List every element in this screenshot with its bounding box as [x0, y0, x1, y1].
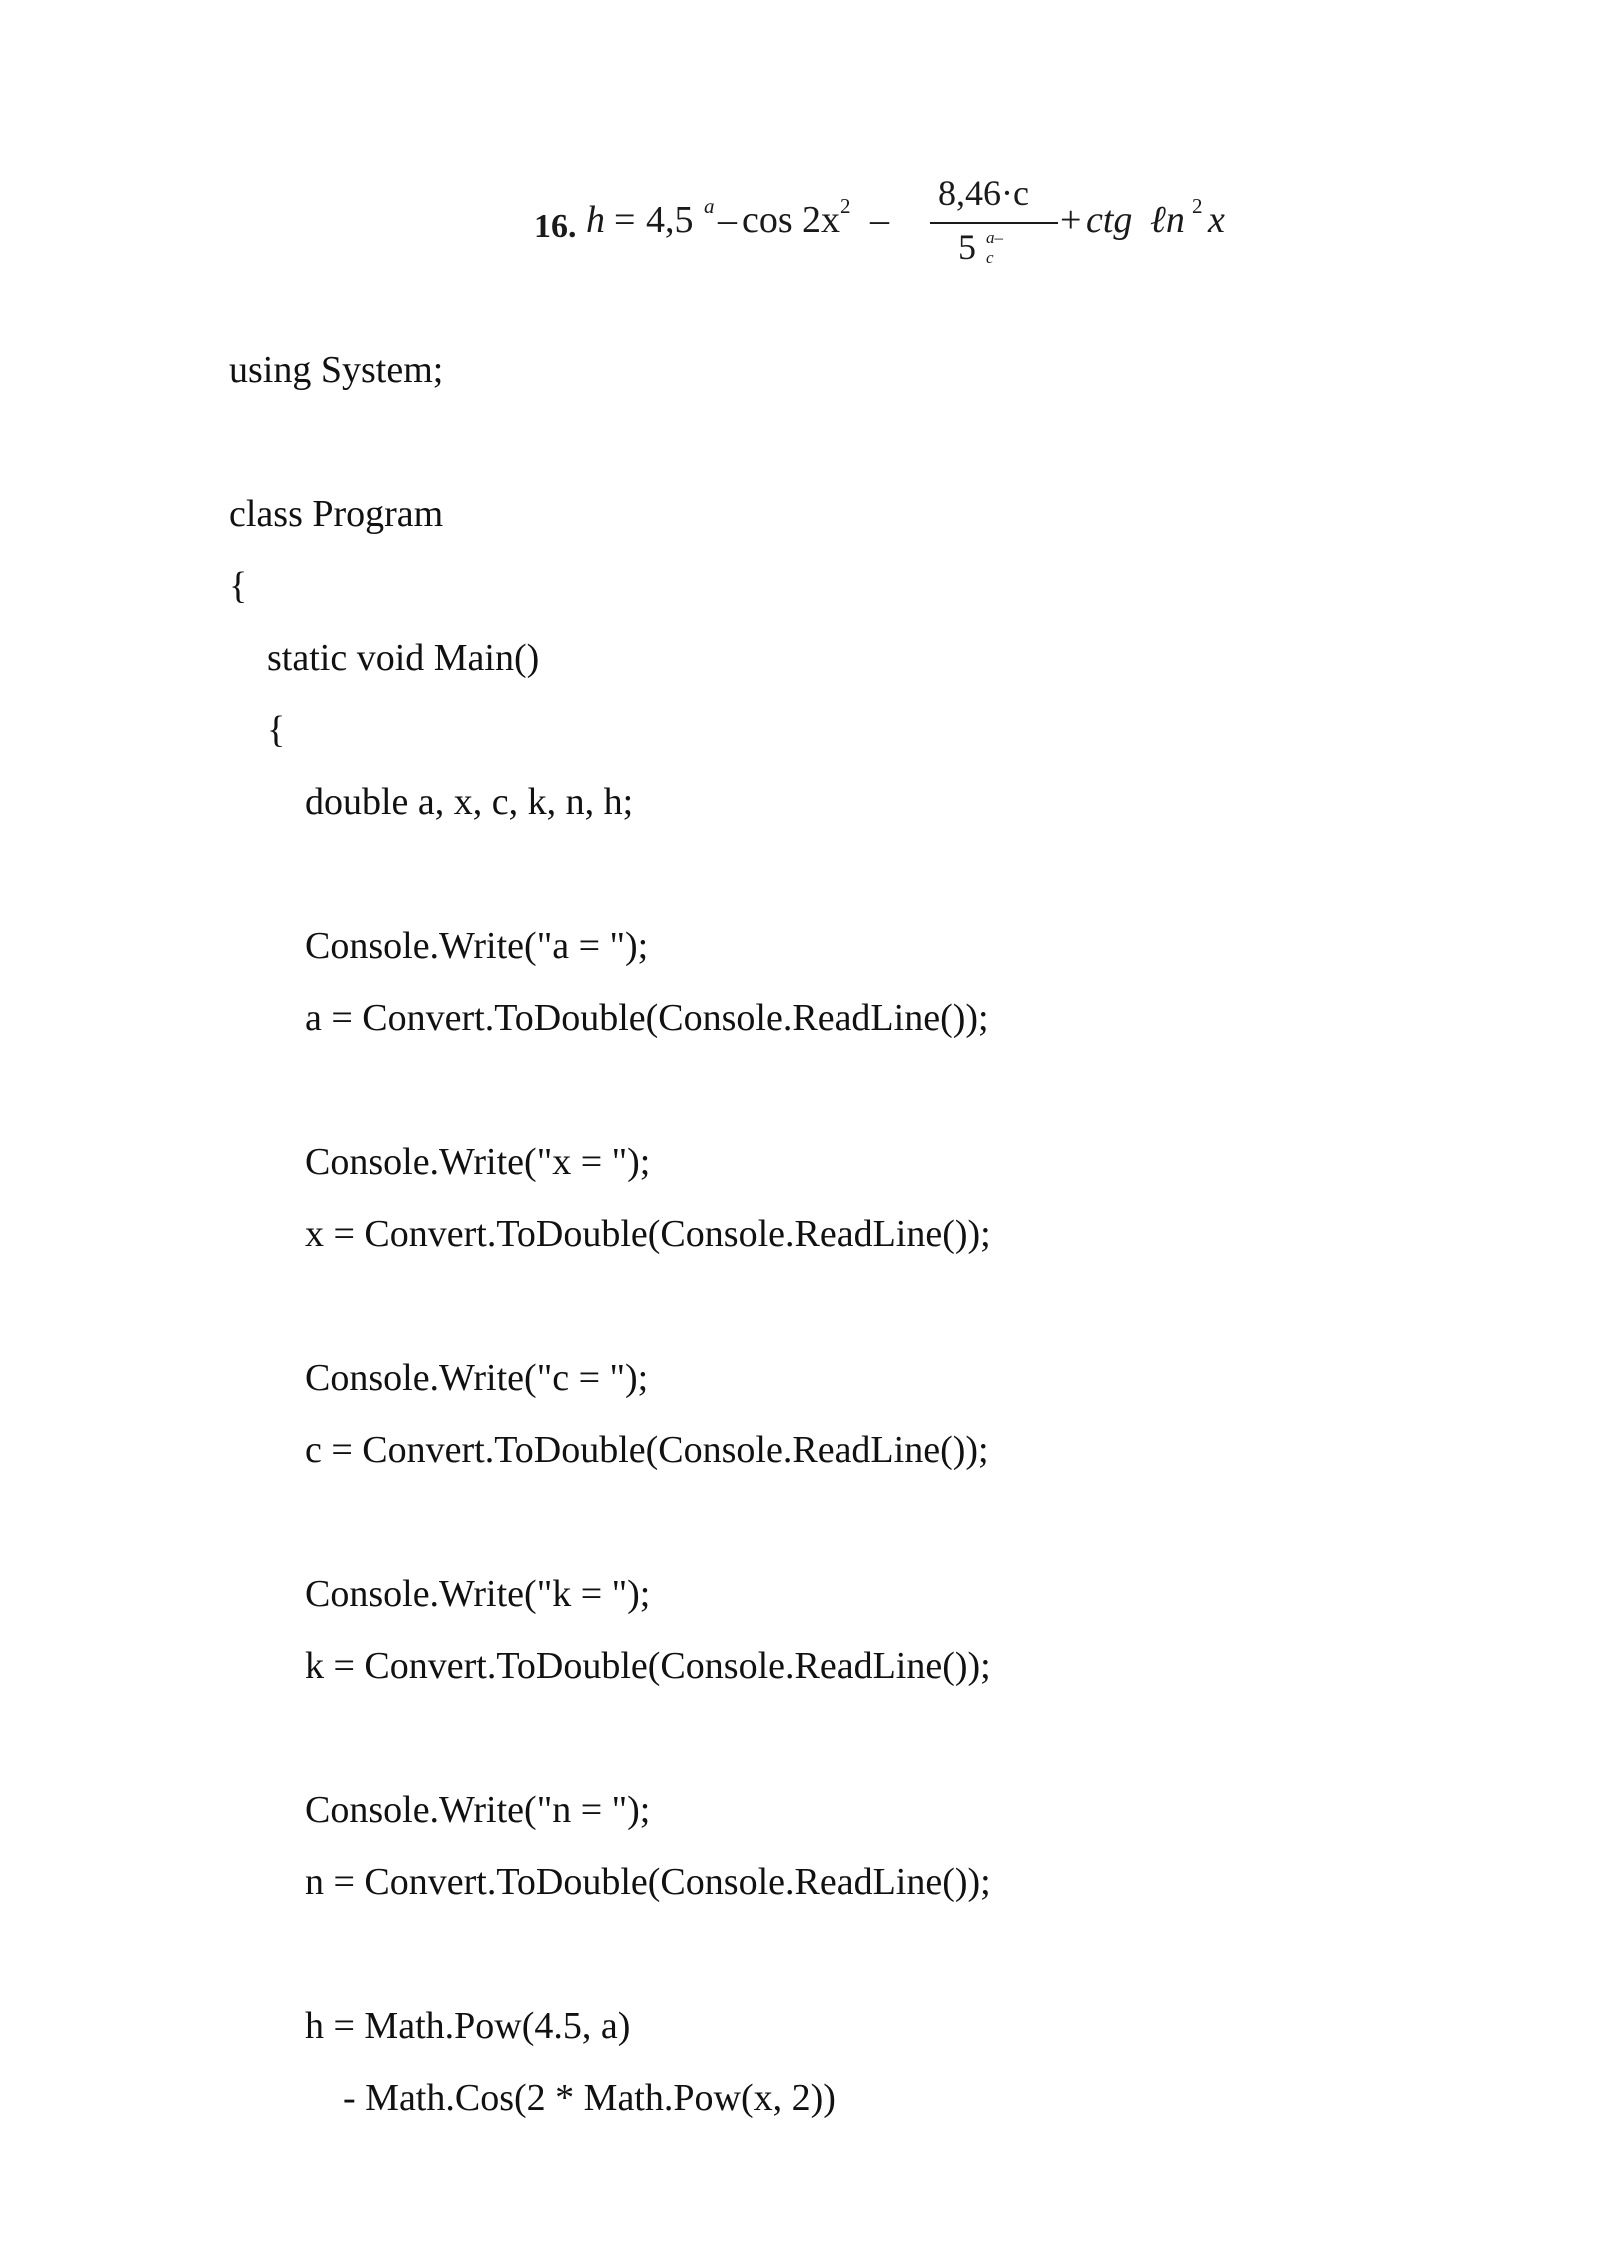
formula-fraction-denominator-exponent: a–c	[986, 228, 1003, 267]
code-line-write-a: Console.Write("a = ");	[305, 925, 649, 967]
code-line-read-a: a = Convert.ToDouble(Console.ReadLine());	[305, 997, 989, 1039]
formula-lhs: h	[586, 199, 605, 241]
formula-plus: +	[1060, 199, 1082, 241]
code-line-read-k: k = Convert.ToDouble(Console.ReadLine());	[305, 1645, 991, 1687]
code-line-main: static void Main()	[267, 637, 540, 679]
code-line-class: class Program	[229, 493, 444, 535]
code-line-read-x: x = Convert.ToDouble(Console.ReadLine());	[305, 1213, 991, 1255]
formula-fraction-denominator-base: 5	[958, 227, 976, 267]
code-line-main-open-brace: {	[267, 709, 286, 751]
formula-minus-1: –	[718, 199, 737, 241]
formula-base-exponent: a	[704, 194, 715, 218]
code-line-write-x: Console.Write("x = ");	[305, 1141, 651, 1183]
formula-ctg: ctg	[1086, 199, 1133, 241]
formula-minus-2: –	[870, 199, 889, 241]
code-line-write-k: Console.Write("k = ");	[305, 1573, 651, 1615]
code-line-read-n: n = Convert.ToDouble(Console.ReadLine());	[305, 1861, 991, 1903]
formula-number: 16.	[534, 208, 577, 245]
code-line-declaration: double a, x, c, k, n, h;	[305, 781, 634, 823]
code-line-read-c: c = Convert.ToDouble(Console.ReadLine());	[305, 1429, 989, 1471]
code-line-write-c: Console.Write("c = ");	[305, 1357, 649, 1399]
formula-ln: ℓn	[1150, 199, 1185, 241]
formula-fraction-numerator: 8,46·c	[938, 173, 1029, 213]
formula-cos: cos	[742, 199, 793, 241]
formula-cos-exponent: 2	[840, 194, 851, 218]
code-line-h-assign: h = Math.Pow(4.5, a)	[305, 2005, 631, 2047]
code-line-h-cos-term: - Math.Cos(2 * Math.Pow(x, 2))	[343, 2077, 836, 2119]
code-line-using: using System;	[229, 349, 444, 391]
formula-fraction-bar	[930, 222, 1058, 224]
code-line-write-n: Console.Write("n = ");	[305, 1789, 651, 1831]
code-line-class-open-brace: {	[229, 565, 248, 607]
formula-ln-argument: x	[1208, 199, 1225, 241]
formula-base: 4,5	[646, 199, 694, 241]
formula-cos-argument: 2x	[802, 199, 840, 241]
formula-ln-exponent: 2	[1192, 194, 1203, 218]
formula-equals: =	[614, 199, 636, 241]
